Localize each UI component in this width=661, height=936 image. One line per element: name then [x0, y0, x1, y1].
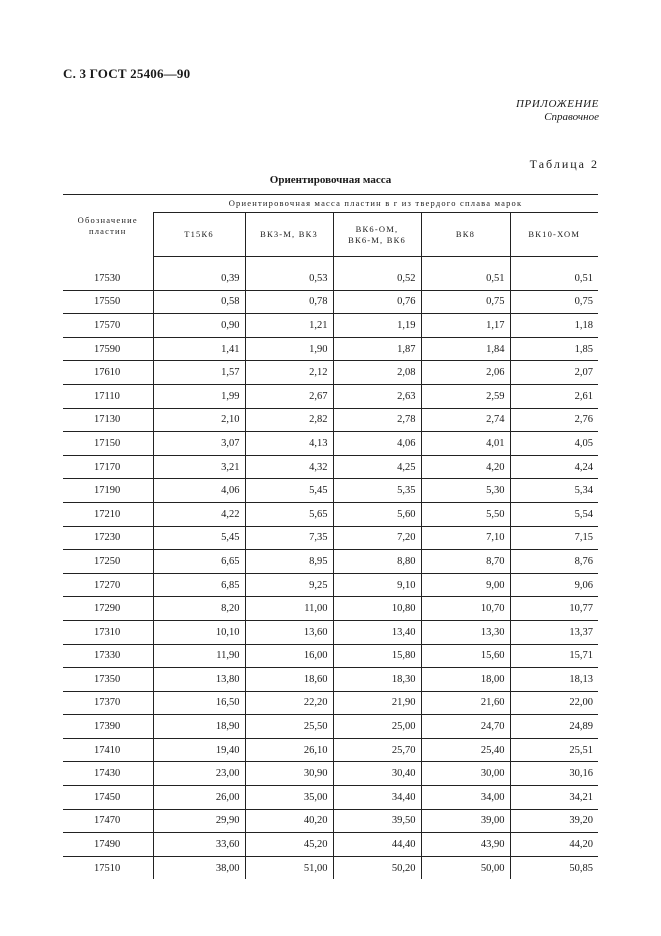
- table-row: [63, 550, 598, 574]
- plate-code-cell: 17310: [63, 620, 153, 644]
- mass-value-cell: 4,05: [510, 432, 598, 456]
- table-row: [63, 809, 598, 833]
- mass-value-cell: 0,51: [510, 267, 598, 290]
- mass-value-cell: 0,75: [510, 290, 598, 314]
- mass-value-cell: 34,21: [510, 786, 598, 810]
- table-row: [63, 337, 598, 361]
- code-column-header: Обозначение пластин: [77, 214, 138, 236]
- mass-value-cell: 19,40: [153, 738, 245, 762]
- mass-value-cell: 16,50: [153, 691, 245, 715]
- mass-value-cell: 4,25: [333, 455, 421, 479]
- table-row: [63, 479, 598, 503]
- mass-value-cell: 8,70: [421, 550, 510, 574]
- table-row: [63, 715, 598, 739]
- mass-value-cell: 1,57: [153, 361, 245, 385]
- mass-value-cell: 22,20: [245, 691, 333, 715]
- mass-value-cell: 4,24: [510, 455, 598, 479]
- mass-value-cell: 0,39: [153, 267, 245, 290]
- table-row: [63, 833, 598, 857]
- mass-value-cell: 4,22: [153, 502, 245, 526]
- appendix-subtitle: Справочное: [544, 111, 599, 123]
- mass-value-cell: 4,13: [245, 432, 333, 456]
- mass-value-cell: 6,65: [153, 550, 245, 574]
- plate-code-cell: 17430: [63, 762, 153, 786]
- plate-code-cell: 17570: [63, 314, 153, 338]
- mass-value-cell: 18,30: [333, 668, 421, 692]
- mass-value-cell: 30,00: [421, 762, 510, 786]
- mass-group-header: Ориентировочная масса пластин в г из твердого сплава марок: [153, 195, 598, 213]
- mass-value-cell: 23,00: [153, 762, 245, 786]
- mass-value-cell: 8,20: [153, 597, 245, 621]
- mass-value-cell: 5,34: [510, 479, 598, 503]
- mass-value-cell: 18,60: [245, 668, 333, 692]
- mass-value-cell: 13,37: [510, 620, 598, 644]
- mass-value-cell: 5,54: [510, 502, 598, 526]
- plate-code-cell: 17150: [63, 432, 153, 456]
- mass-value-cell: 24,89: [510, 715, 598, 739]
- plate-code-cell: 17110: [63, 384, 153, 408]
- mass-value-cell: 1,41: [153, 337, 245, 361]
- mass-value-cell: 13,80: [153, 668, 245, 692]
- mass-value-cell: 15,80: [333, 644, 421, 668]
- mass-value-cell: 4,06: [153, 479, 245, 503]
- mass-value-cell: 0,90: [153, 314, 245, 338]
- plate-code-cell: 17350: [63, 668, 153, 692]
- table-row: [63, 408, 598, 432]
- table-row: [63, 526, 598, 550]
- page-header: С. 3 ГОСТ 25406—90: [63, 66, 191, 81]
- table-row: [63, 573, 598, 597]
- plate-code-cell: 17530: [63, 267, 153, 290]
- mass-value-cell: 9,06: [510, 573, 598, 597]
- mass-value-cell: 22,00: [510, 691, 598, 715]
- mass-value-cell: 39,50: [333, 809, 421, 833]
- mass-value-cell: 10,70: [421, 597, 510, 621]
- mass-value-cell: 7,10: [421, 526, 510, 550]
- table-row: [63, 644, 598, 668]
- mass-value-cell: 1,87: [333, 337, 421, 361]
- mass-value-cell: 50,85: [510, 856, 598, 879]
- mass-value-cell: 2,61: [510, 384, 598, 408]
- mass-value-cell: 25,70: [333, 738, 421, 762]
- mass-value-cell: 2,76: [510, 408, 598, 432]
- table-row: [63, 691, 598, 715]
- plate-code-cell: 17330: [63, 644, 153, 668]
- plate-code-cell: 17550: [63, 290, 153, 314]
- table-row: [63, 361, 598, 385]
- mass-value-cell: 2,12: [245, 361, 333, 385]
- mass-value-cell: 18,00: [421, 668, 510, 692]
- plate-code-cell: 17610: [63, 361, 153, 385]
- mass-value-cell: 34,40: [333, 786, 421, 810]
- plate-code-cell: 17270: [63, 573, 153, 597]
- mass-value-cell: 2,63: [333, 384, 421, 408]
- mass-value-cell: 21,90: [333, 691, 421, 715]
- appendix-title: ПРИЛОЖЕНИЕ: [516, 98, 599, 110]
- alloy-header: ВК6-ОМ, ВК6-М, ВК6: [333, 213, 421, 257]
- plate-code-cell: 17450: [63, 786, 153, 810]
- mass-value-cell: 0,51: [421, 267, 510, 290]
- table-row: [63, 290, 598, 314]
- mass-value-cell: 1,18: [510, 314, 598, 338]
- mass-value-cell: 3,07: [153, 432, 245, 456]
- mass-value-cell: 45,20: [245, 833, 333, 857]
- plate-code-cell: 17470: [63, 809, 153, 833]
- mass-value-cell: 1,19: [333, 314, 421, 338]
- mass-value-cell: 13,30: [421, 620, 510, 644]
- table-row: [63, 502, 598, 526]
- table-row: [63, 455, 598, 479]
- mass-value-cell: 18,13: [510, 668, 598, 692]
- mass-value-cell: 7,35: [245, 526, 333, 550]
- plate-code-cell: 17410: [63, 738, 153, 762]
- mass-value-cell: 9,25: [245, 573, 333, 597]
- mass-value-cell: 39,20: [510, 809, 598, 833]
- plate-code-cell: 17510: [94, 862, 121, 874]
- mass-value-cell: 0,78: [245, 290, 333, 314]
- alloy-header: Т15К6: [153, 213, 245, 257]
- mass-value-cell: 5,30: [421, 479, 510, 503]
- mass-value-cell: 15,71: [510, 644, 598, 668]
- mass-value-cell: 4,01: [421, 432, 510, 456]
- mass-value-cell: 29,90: [153, 809, 245, 833]
- mass-value-cell: 26,10: [245, 738, 333, 762]
- plate-code-cell: 17170: [63, 455, 153, 479]
- table-row: [63, 856, 598, 879]
- mass-value-cell: 2,82: [245, 408, 333, 432]
- mass-value-cell: 6,85: [153, 573, 245, 597]
- table-number: Таблица 2: [529, 157, 599, 171]
- mass-value-cell: 38,00: [153, 856, 245, 879]
- table-row: [63, 597, 598, 621]
- mass-value-cell: 10,10: [153, 620, 245, 644]
- mass-value-cell: 8,80: [333, 550, 421, 574]
- mass-value-cell: 0,53: [245, 267, 333, 290]
- appendix-label: [516, 98, 599, 124]
- mass-value-cell: 51,00: [245, 856, 333, 879]
- mass-value-cell: 11,90: [153, 644, 245, 668]
- mass-value-cell: 39,00: [421, 809, 510, 833]
- mass-value-cell: 2,74: [421, 408, 510, 432]
- table-row: [63, 432, 598, 456]
- plate-code-cell: 17130: [63, 408, 153, 432]
- plate-code-cell: 17290: [63, 597, 153, 621]
- plate-code-cell: 17210: [63, 502, 153, 526]
- mass-value-cell: 1,90: [245, 337, 333, 361]
- mass-value-cell: 4,32: [245, 455, 333, 479]
- mass-value-cell: 5,35: [333, 479, 421, 503]
- mass-value-cell: 1,99: [153, 384, 245, 408]
- table-row: [63, 620, 598, 644]
- alloy-header: ВК8: [421, 213, 510, 257]
- mass-value-cell: 13,60: [245, 620, 333, 644]
- mass-value-cell: 7,20: [333, 526, 421, 550]
- mass-value-cell: 11,00: [245, 597, 333, 621]
- plate-code-cell: 17590: [63, 337, 153, 361]
- mass-value-cell: 44,20: [510, 833, 598, 857]
- mass-value-cell: 18,90: [153, 715, 245, 739]
- mass-value-cell: 1,17: [421, 314, 510, 338]
- mass-value-cell: 2,59: [421, 384, 510, 408]
- mass-value-cell: 2,08: [333, 361, 421, 385]
- mass-value-cell: 2,78: [333, 408, 421, 432]
- mass-value-cell: 25,40: [421, 738, 510, 762]
- mass-value-cell: 1,85: [510, 337, 598, 361]
- mass-value-cell: 4,06: [333, 432, 421, 456]
- mass-value-cell: 50,00: [421, 856, 510, 879]
- mass-value-cell: 2,07: [510, 361, 598, 385]
- mass-value-cell: 10,80: [333, 597, 421, 621]
- alloy-header: ВК3-М, ВК3: [245, 213, 333, 257]
- mass-value-cell: 5,65: [245, 502, 333, 526]
- mass-value-cell: 2,10: [153, 408, 245, 432]
- mass-value-cell: 9,00: [421, 573, 510, 597]
- mass-value-cell: 25,00: [333, 715, 421, 739]
- mass-value-cell: 5,50: [421, 502, 510, 526]
- plate-code-cell: 17370: [63, 691, 153, 715]
- mass-value-cell: 1,84: [421, 337, 510, 361]
- mass-value-cell: 15,60: [421, 644, 510, 668]
- mass-value-cell: 50,20: [333, 856, 421, 879]
- mass-value-cell: 7,15: [510, 526, 598, 550]
- mass-value-cell: 5,45: [245, 479, 333, 503]
- plate-code-cell: 17490: [63, 833, 153, 857]
- mass-value-cell: 13,40: [333, 620, 421, 644]
- mass-value-cell: 33,60: [153, 833, 245, 857]
- plate-code-cell: 17250: [63, 550, 153, 574]
- mass-value-cell: 2,67: [245, 384, 333, 408]
- mass-value-cell: 26,00: [153, 786, 245, 810]
- table-row: [63, 314, 598, 338]
- mass-value-cell: 25,50: [245, 715, 333, 739]
- mass-value-cell: 21,60: [421, 691, 510, 715]
- mass-value-cell: 25,51: [510, 738, 598, 762]
- mass-value-cell: 8,95: [245, 550, 333, 574]
- table-row: [63, 267, 598, 290]
- table-row: [63, 384, 598, 408]
- mass-value-cell: 30,16: [510, 762, 598, 786]
- mass-value-cell: 5,45: [153, 526, 245, 550]
- mass-value-cell: 1,21: [245, 314, 333, 338]
- mass-value-cell: 30,40: [333, 762, 421, 786]
- mass-value-cell: 0,52: [333, 267, 421, 290]
- mass-value-cell: 2,06: [421, 361, 510, 385]
- table-row: [63, 786, 598, 810]
- table-row: [63, 668, 598, 692]
- mass-value-cell: 0,58: [153, 290, 245, 314]
- mass-value-cell: 34,00: [421, 786, 510, 810]
- mass-value-cell: 43,90: [421, 833, 510, 857]
- mass-value-cell: 0,75: [421, 290, 510, 314]
- mass-table: [63, 194, 598, 879]
- mass-value-cell: 44,40: [333, 833, 421, 857]
- mass-value-cell: 24,70: [421, 715, 510, 739]
- mass-value-cell: 4,20: [421, 455, 510, 479]
- mass-value-cell: 9,10: [333, 573, 421, 597]
- mass-value-cell: 10,77: [510, 597, 598, 621]
- mass-value-cell: 0,76: [333, 290, 421, 314]
- table-caption: Ориентировочная масса: [269, 174, 392, 186]
- mass-value-cell: 35,00: [245, 786, 333, 810]
- table-row: [63, 738, 598, 762]
- header-spacer-row: [63, 257, 598, 268]
- plate-code-cell: 17190: [63, 479, 153, 503]
- mass-value-cell: 30,90: [245, 762, 333, 786]
- plate-code-cell: 17390: [63, 715, 153, 739]
- mass-value-cell: 3,21: [153, 455, 245, 479]
- alloy-header: ВК10-ХОМ: [510, 213, 598, 257]
- mass-value-cell: 16,00: [245, 644, 333, 668]
- table-row: [63, 762, 598, 786]
- plate-code-cell: 17230: [63, 526, 153, 550]
- mass-value-cell: 5,60: [333, 502, 421, 526]
- mass-value-cell: 40,20: [245, 809, 333, 833]
- mass-value-cell: 8,76: [510, 550, 598, 574]
